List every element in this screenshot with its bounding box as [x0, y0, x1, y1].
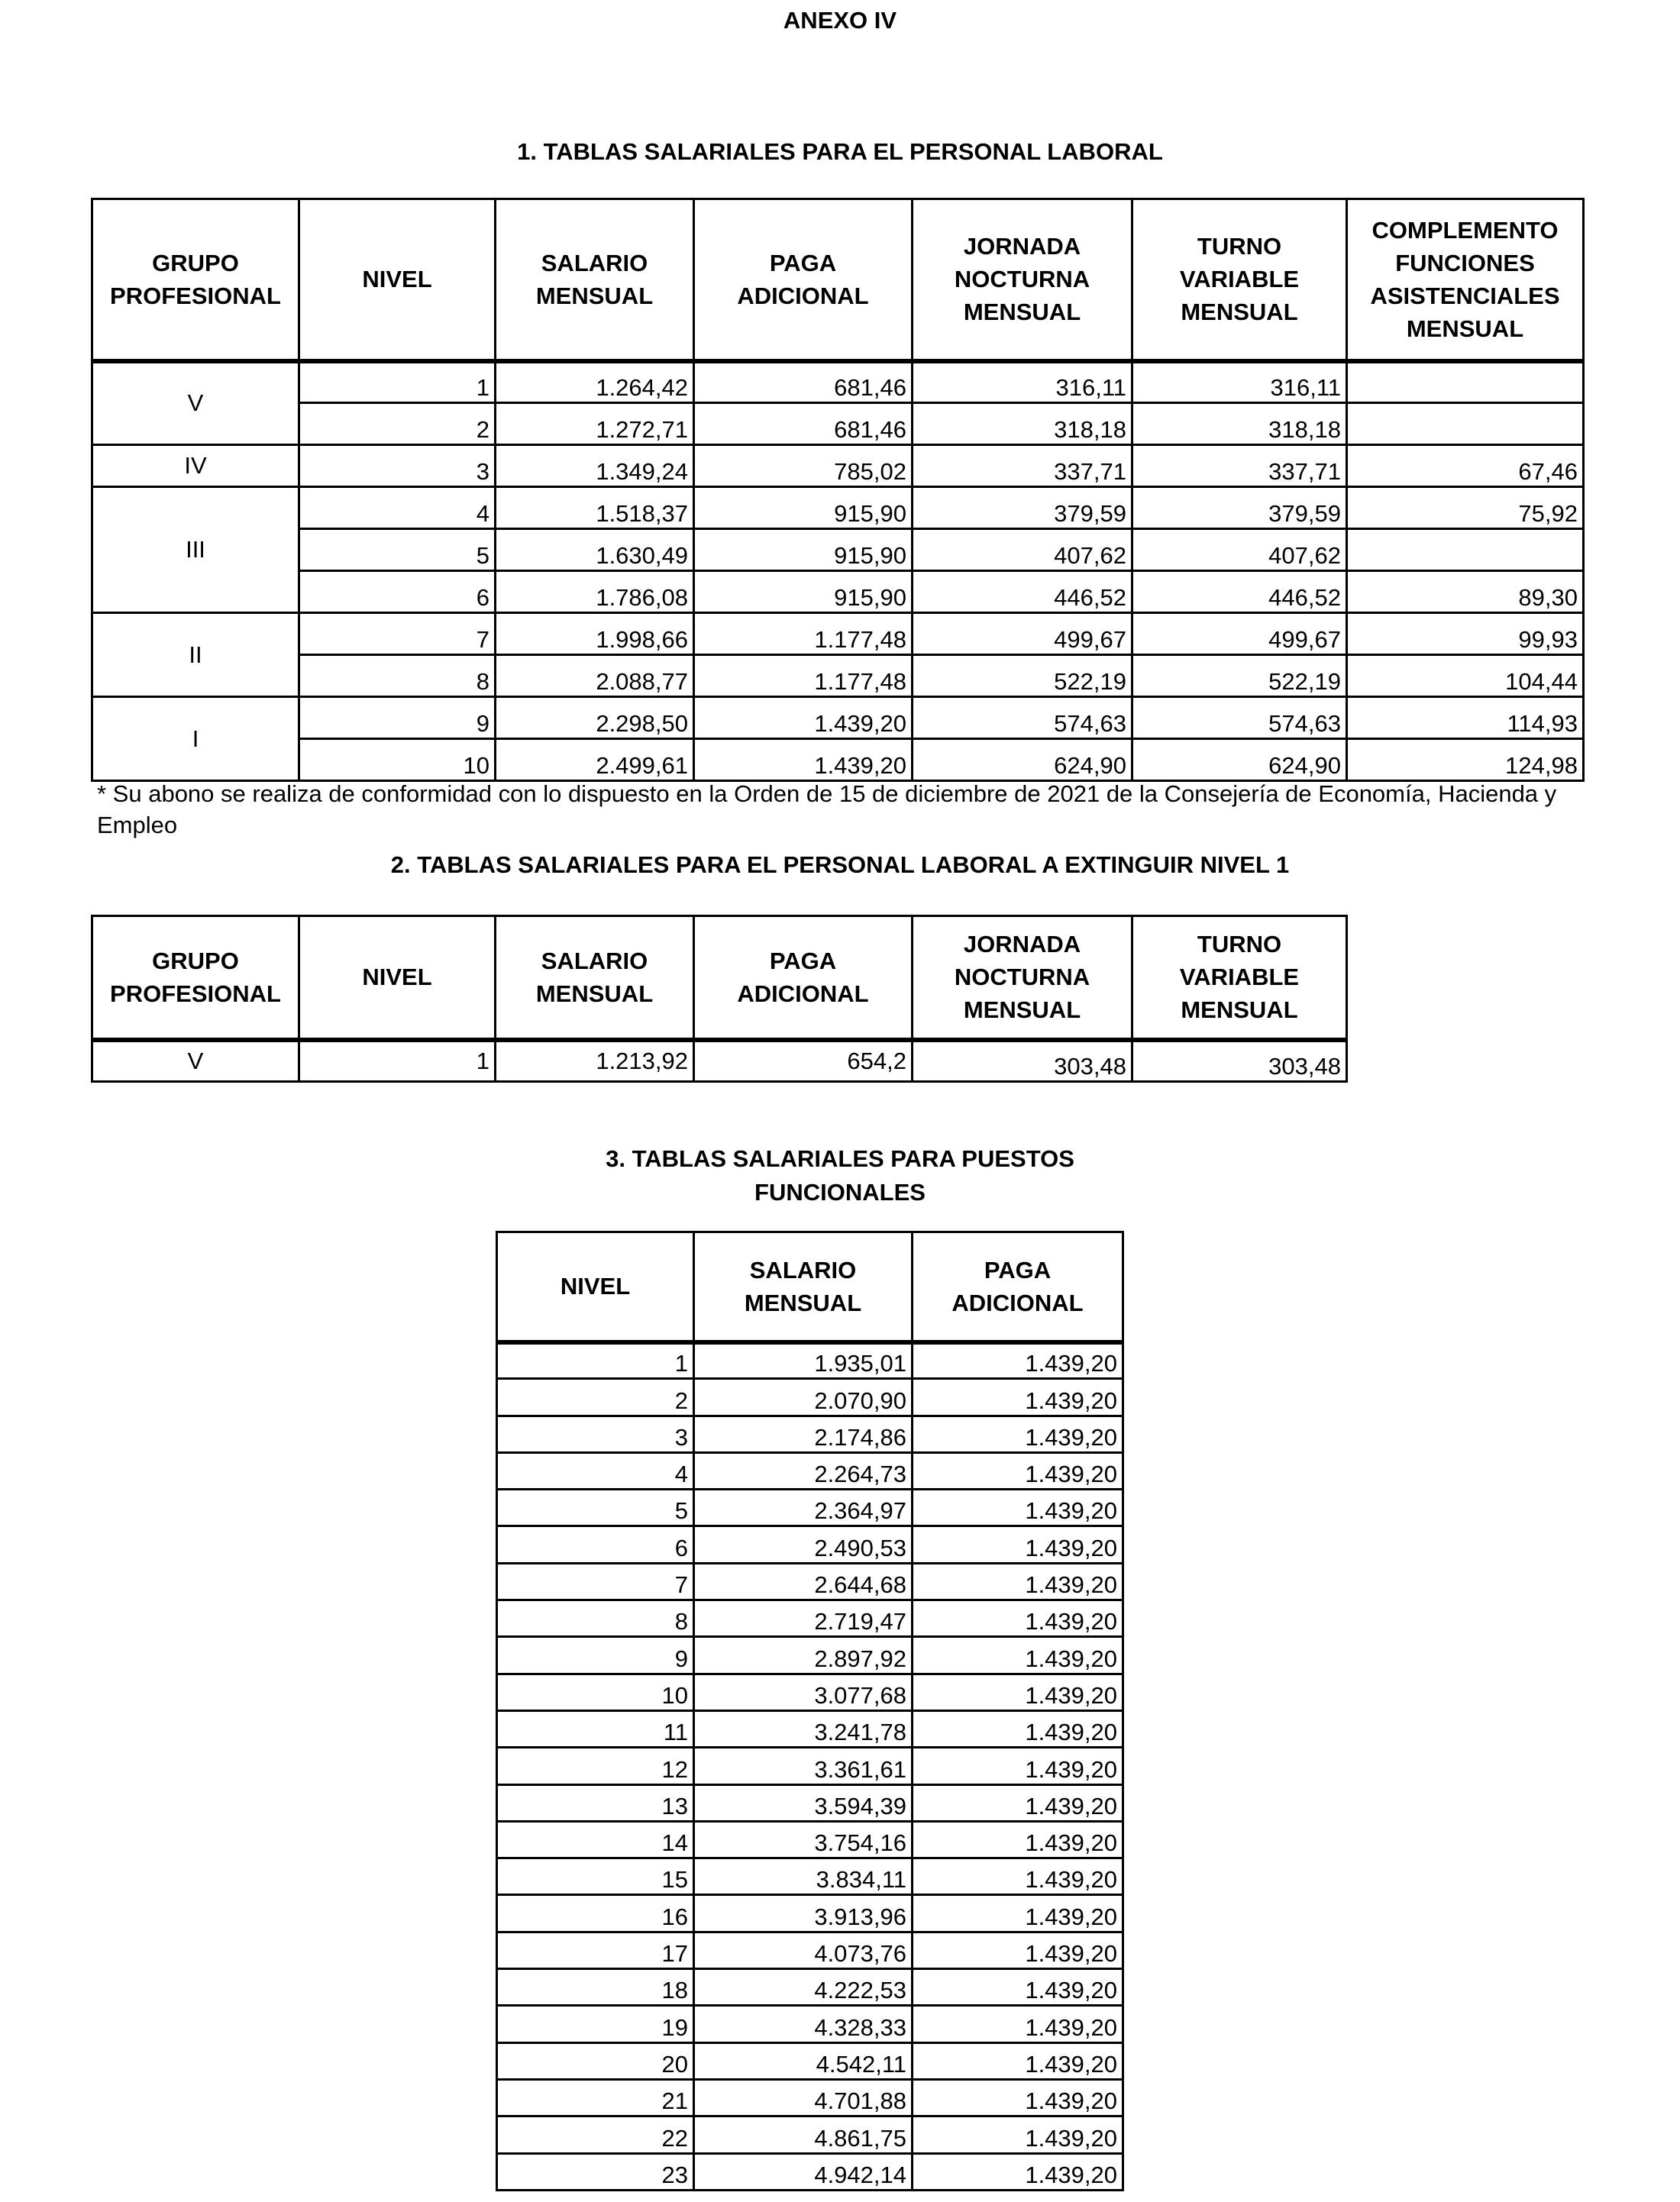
nivel-cell: 4 — [497, 1452, 694, 1489]
paga-adicional-cell: 785,02 — [694, 445, 913, 487]
turno-variable-cell: 379,59 — [1132, 487, 1347, 529]
jornada-nocturna-cell: 574,63 — [913, 697, 1132, 739]
header-nivel: NIVEL — [299, 916, 496, 1040]
header-nivel: NIVEL — [299, 199, 496, 361]
complemento-cell: 99,93 — [1347, 613, 1584, 655]
salario-mensual-cell: 4.942,14 — [694, 2153, 913, 2190]
table-row — [497, 1895, 1123, 1932]
nivel-cell: 4 — [299, 487, 496, 529]
paga-adicional-cell: 1.439,20 — [694, 697, 913, 739]
table3-heading-line2: FUNCIONALES — [754, 1179, 926, 1206]
salario-mensual-cell: 1.264,42 — [496, 361, 694, 403]
paga-adicional-cell: 1.439,20 — [913, 1416, 1123, 1452]
grupo-profesional-cell: I — [92, 697, 299, 781]
table-row — [92, 487, 1584, 529]
salario-mensual-cell: 2.174,86 — [694, 1416, 913, 1452]
nivel-cell: 16 — [497, 1895, 694, 1932]
document-title: ANEXO IV — [783, 7, 897, 34]
salario-mensual-cell: 2.070,90 — [694, 1379, 913, 1416]
table1-header-row — [92, 199, 1584, 361]
nivel-cell: 23 — [497, 2153, 694, 2190]
header-grupo-profesional: GRUPO PROFESIONAL — [92, 199, 299, 361]
paga-adicional-cell: 1.439,20 — [913, 1784, 1123, 1821]
paga-adicional-cell: 1.439,20 — [913, 1490, 1123, 1526]
jornada-nocturna-cell: 318,18 — [913, 403, 1132, 445]
complemento-cell: 104,44 — [1347, 655, 1584, 697]
jornada-nocturna-cell: 407,62 — [913, 529, 1132, 571]
table-row — [497, 1526, 1123, 1563]
table-row — [497, 1932, 1123, 1968]
salario-mensual-cell: 4.701,88 — [694, 2079, 913, 2116]
paga-adicional-cell: 1.439,20 — [913, 1637, 1123, 1674]
complemento-cell: 67,46 — [1347, 445, 1584, 487]
turno-variable-cell: 446,52 — [1132, 571, 1347, 613]
complemento-cell: 75,92 — [1347, 487, 1584, 529]
salario-mensual-cell: 2.644,68 — [694, 1563, 913, 1600]
complemento-cell — [1347, 403, 1584, 445]
nivel-cell: 1 — [299, 1040, 496, 1082]
header-paga-adicional: PAGA ADICIONAL — [694, 199, 913, 361]
table2-heading: 2. TABLAS SALARIALES PARA EL PERSONAL LABORAL A EXTINGUIR NIVEL 1 — [390, 851, 1290, 878]
jornada-nocturna-cell: 379,59 — [913, 487, 1132, 529]
jornada-nocturna-cell: 499,67 — [913, 613, 1132, 655]
paga-adicional-cell: 915,90 — [694, 529, 913, 571]
nivel-cell: 9 — [299, 697, 496, 739]
salario-mensual-cell: 2.298,50 — [496, 697, 694, 739]
table-row — [92, 529, 1584, 571]
jornada-nocturna-cell: 624,90 — [913, 739, 1132, 781]
jornada-nocturna-cell: 522,19 — [913, 655, 1132, 697]
paga-adicional-cell: 1.439,20 — [913, 1600, 1123, 1637]
table-row — [92, 655, 1584, 697]
salario-mensual-cell: 1.349,24 — [496, 445, 694, 487]
header-turno-variable-mensual: TURNO VARIABLE MENSUAL — [1132, 916, 1347, 1040]
salario-mensual-cell: 1.518,37 — [496, 487, 694, 529]
nivel-cell: 1 — [497, 1342, 694, 1379]
complemento-cell: 89,30 — [1347, 571, 1584, 613]
table-row — [497, 1674, 1123, 1710]
header-jornada-nocturna-mensual: JORNADA NOCTURNA MENSUAL — [913, 199, 1132, 361]
nivel-cell: 5 — [497, 1490, 694, 1526]
paga-adicional-cell: 1.439,20 — [913, 1452, 1123, 1489]
nivel-cell: 18 — [497, 1969, 694, 2006]
table-row — [92, 613, 1584, 655]
jornada-nocturna-cell: 303,48 — [913, 1040, 1132, 1082]
table-row — [92, 571, 1584, 613]
table-row — [497, 1342, 1123, 1379]
paga-adicional-cell: 1.439,20 — [913, 2116, 1123, 2153]
salario-mensual-cell: 3.913,96 — [694, 1895, 913, 1932]
nivel-cell: 14 — [497, 1821, 694, 1858]
table-row — [92, 1040, 1347, 1082]
table-row — [497, 1821, 1123, 1858]
nivel-cell: 10 — [497, 1674, 694, 1710]
paga-adicional-cell: 1.439,20 — [913, 2042, 1123, 2079]
nivel-cell: 21 — [497, 2079, 694, 2116]
paga-adicional-cell: 1.439,20 — [913, 1674, 1123, 1710]
nivel-cell: 7 — [497, 1563, 694, 1600]
paga-adicional-cell: 1.177,48 — [694, 655, 913, 697]
table-row — [497, 2042, 1123, 2079]
grupo-profesional-cell: V — [92, 1040, 299, 1082]
nivel-cell: 22 — [497, 2116, 694, 2153]
turno-variable-cell: 316,11 — [1132, 361, 1347, 403]
grupo-profesional-cell: II — [92, 613, 299, 697]
table-row — [497, 1637, 1123, 1674]
nivel-cell: 6 — [497, 1526, 694, 1563]
paga-adicional-cell: 1.439,20 — [913, 1969, 1123, 2006]
table-row — [497, 1563, 1123, 1600]
grupo-profesional-cell: III — [92, 487, 299, 613]
grupo-profesional-cell: V — [92, 361, 299, 445]
header-salario-mensual: SALARIO MENSUAL — [496, 199, 694, 361]
nivel-cell: 12 — [497, 1748, 694, 1784]
table-row — [497, 1600, 1123, 1637]
salario-mensual-cell: 2.719,47 — [694, 1600, 913, 1637]
salario-mensual-cell: 3.834,11 — [694, 1858, 913, 1895]
jornada-nocturna-cell: 446,52 — [913, 571, 1132, 613]
table-row — [497, 1710, 1123, 1747]
salario-mensual-cell: 4.073,76 — [694, 1932, 913, 1968]
table-row — [92, 361, 1584, 403]
turno-variable-cell: 337,71 — [1132, 445, 1347, 487]
table3-header-row — [497, 1232, 1123, 1342]
table-row — [497, 1452, 1123, 1489]
complemento-cell: 124,98 — [1347, 739, 1584, 781]
salary-table-a-extinguir — [91, 915, 1348, 1083]
footnote: * Su abono se realiza de conformidad con lo dispuesto en la Orden de 15 de diciembre de 2021 de la Consejería de Economía, Hacienda y Empleo — [97, 780, 1557, 838]
turno-variable-cell: 574,63 — [1132, 697, 1347, 739]
turno-variable-cell: 303,48 — [1132, 1040, 1347, 1082]
salario-mensual-cell: 4.542,11 — [694, 2042, 913, 2079]
salario-mensual-cell: 1.272,71 — [496, 403, 694, 445]
paga-adicional-cell: 681,46 — [694, 403, 913, 445]
table-row — [497, 1784, 1123, 1821]
table-row — [497, 1748, 1123, 1784]
turno-variable-cell: 522,19 — [1132, 655, 1347, 697]
salario-mensual-cell: 4.328,33 — [694, 2006, 913, 2042]
salario-mensual-cell: 1.213,92 — [496, 1040, 694, 1082]
salario-mensual-cell: 3.241,78 — [694, 1710, 913, 1747]
nivel-cell: 8 — [497, 1600, 694, 1637]
salario-mensual-cell: 1.786,08 — [496, 571, 694, 613]
complemento-cell — [1347, 361, 1584, 403]
salario-mensual-cell: 2.088,77 — [496, 655, 694, 697]
nivel-cell: 6 — [299, 571, 496, 613]
header-jornada-nocturna-mensual: JORNADA NOCTURNA MENSUAL — [913, 916, 1132, 1040]
salario-mensual-cell: 3.361,61 — [694, 1748, 913, 1784]
table-row — [497, 1490, 1123, 1526]
header-salario-mensual: SALARIO MENSUAL — [496, 916, 694, 1040]
salary-table-puestos-funcionales — [496, 1231, 1124, 2191]
salario-mensual-cell: 3.754,16 — [694, 1821, 913, 1858]
table-row — [497, 1858, 1123, 1895]
nivel-cell: 3 — [497, 1416, 694, 1452]
header-salario-mensual: SALARIO MENSUAL — [694, 1232, 913, 1342]
grupo-profesional-cell: IV — [92, 445, 299, 487]
table2-header-row — [92, 916, 1347, 1040]
nivel-cell: 5 — [299, 529, 496, 571]
jornada-nocturna-cell: 316,11 — [913, 361, 1132, 403]
table-row — [92, 697, 1584, 739]
paga-adicional-cell: 1.439,20 — [913, 1379, 1123, 1416]
nivel-cell: 3 — [299, 445, 496, 487]
nivel-cell: 20 — [497, 2042, 694, 2079]
table-row — [497, 2006, 1123, 2042]
nivel-cell: 2 — [299, 403, 496, 445]
table-row — [92, 739, 1584, 781]
salario-mensual-cell: 2.490,53 — [694, 1526, 913, 1563]
turno-variable-cell: 318,18 — [1132, 403, 1347, 445]
salario-mensual-cell: 4.861,75 — [694, 2116, 913, 2153]
nivel-cell: 10 — [299, 739, 496, 781]
header-turno-variable-mensual: TURNO VARIABLE MENSUAL — [1132, 199, 1347, 361]
table3-heading-line1: 3. TABLAS SALARIALES PARA PUESTOS — [606, 1145, 1074, 1172]
paga-adicional-cell: 654,2 — [694, 1040, 913, 1082]
paga-adicional-cell: 1.177,48 — [694, 613, 913, 655]
paga-adicional-cell: 1.439,20 — [913, 1563, 1123, 1600]
paga-adicional-cell: 1.439,20 — [913, 2153, 1123, 2190]
salario-mensual-cell: 1.935,01 — [694, 1342, 913, 1379]
table-row — [497, 1379, 1123, 1416]
header-paga-adicional: PAGA ADICIONAL — [694, 916, 913, 1040]
salario-mensual-cell: 1.998,66 — [496, 613, 694, 655]
table-row — [497, 2153, 1123, 2190]
header-grupo-profesional: GRUPO PROFESIONAL — [92, 916, 299, 1040]
paga-adicional-cell: 1.439,20 — [913, 1526, 1123, 1563]
table-row — [92, 445, 1584, 487]
paga-adicional-cell: 681,46 — [694, 361, 913, 403]
paga-adicional-cell: 1.439,20 — [913, 1748, 1123, 1784]
paga-adicional-cell: 1.439,20 — [913, 1858, 1123, 1895]
salario-mensual-cell: 2.499,61 — [496, 739, 694, 781]
paga-adicional-cell: 1.439,20 — [913, 1342, 1123, 1379]
nivel-cell: 9 — [497, 1637, 694, 1674]
salario-mensual-cell: 4.222,53 — [694, 1969, 913, 2006]
paga-adicional-cell: 1.439,20 — [913, 1932, 1123, 1968]
paga-adicional-cell: 1.439,20 — [913, 2079, 1123, 2116]
turno-variable-cell: 499,67 — [1132, 613, 1347, 655]
nivel-cell: 1 — [299, 361, 496, 403]
table1-heading: 1. TABLAS SALARIALES PARA EL PERSONAL LABORAL — [517, 138, 1163, 165]
jornada-nocturna-cell: 337,71 — [913, 445, 1132, 487]
nivel-cell: 13 — [497, 1784, 694, 1821]
salario-mensual-cell: 3.077,68 — [694, 1674, 913, 1710]
salario-mensual-cell: 3.594,39 — [694, 1784, 913, 1821]
table-row — [497, 2079, 1123, 2116]
paga-adicional-cell: 1.439,20 — [913, 1710, 1123, 1747]
salario-mensual-cell: 2.364,97 — [694, 1490, 913, 1526]
header-complemento-funciones-asistenciales-mensual: COMPLEMENTO FUNCIONES ASISTENCIALES MENSUAL — [1347, 199, 1584, 361]
header-nivel: NIVEL — [497, 1232, 694, 1342]
table-row — [497, 2116, 1123, 2153]
table-row — [497, 1969, 1123, 2006]
salary-table-personal-laboral — [91, 198, 1585, 782]
nivel-cell: 17 — [497, 1932, 694, 1968]
complemento-cell: 114,93 — [1347, 697, 1584, 739]
paga-adicional-cell: 915,90 — [694, 571, 913, 613]
turno-variable-cell: 407,62 — [1132, 529, 1347, 571]
salario-mensual-cell: 2.264,73 — [694, 1452, 913, 1489]
salario-mensual-cell: 1.630,49 — [496, 529, 694, 571]
complemento-cell — [1347, 529, 1584, 571]
paga-adicional-cell: 1.439,20 — [913, 1895, 1123, 1932]
nivel-cell: 8 — [299, 655, 496, 697]
paga-adicional-cell: 1.439,20 — [913, 1821, 1123, 1858]
paga-adicional-cell: 915,90 — [694, 487, 913, 529]
nivel-cell: 19 — [497, 2006, 694, 2042]
paga-adicional-cell: 1.439,20 — [694, 739, 913, 781]
table-row — [497, 1416, 1123, 1452]
salario-mensual-cell: 2.897,92 — [694, 1637, 913, 1674]
nivel-cell: 15 — [497, 1858, 694, 1895]
nivel-cell: 11 — [497, 1710, 694, 1747]
paga-adicional-cell: 1.439,20 — [913, 2006, 1123, 2042]
table-row — [92, 403, 1584, 445]
header-paga-adicional: PAGA ADICIONAL — [913, 1232, 1123, 1342]
turno-variable-cell: 624,90 — [1132, 739, 1347, 781]
nivel-cell: 7 — [299, 613, 496, 655]
nivel-cell: 2 — [497, 1379, 694, 1416]
